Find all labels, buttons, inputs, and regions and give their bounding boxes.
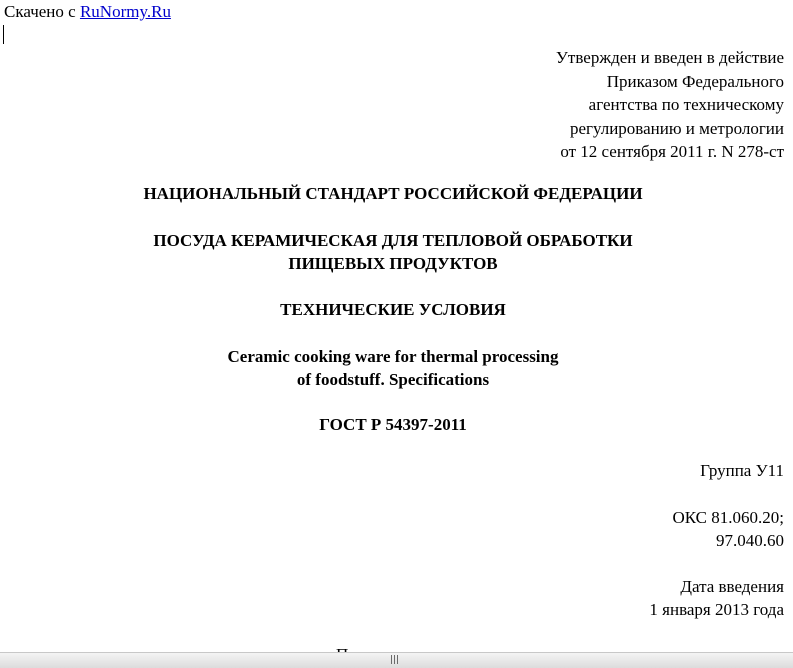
introduction-date-value: 1 января 2013 года bbox=[649, 600, 784, 619]
title-ru-line: ПИЩЕВЫХ ПРОДУКТОВ bbox=[288, 254, 498, 273]
approval-line: от 12 сентября 2011 г. N 278-ст bbox=[560, 142, 784, 161]
oks-line: ОКС 81.060.20; bbox=[672, 508, 784, 527]
runormy-link[interactable]: RuNormy.Ru bbox=[79, 2, 171, 21]
approval-block bbox=[364, 46, 784, 164]
subtitle-ru: ТЕХНИЧЕСКИЕ УСЛОВИЯ bbox=[280, 300, 506, 319]
oks-codes bbox=[484, 506, 784, 552]
title-ru bbox=[0, 229, 786, 275]
approval-line: регулированию и метрологии bbox=[569, 118, 784, 138]
introduction-date-block bbox=[484, 575, 784, 621]
title-en-line: Ceramic cooking ware for thermal processing bbox=[227, 347, 559, 366]
text-cursor bbox=[3, 25, 4, 44]
scrollbar-grip-icon[interactable] bbox=[389, 655, 401, 664]
oks-line: 97.040.60 bbox=[716, 531, 784, 550]
title-en bbox=[0, 345, 786, 391]
download-source-line bbox=[4, 2, 171, 22]
introduction-date-label: Дата введения bbox=[680, 577, 784, 596]
approval-line: агентства по техническому bbox=[588, 95, 784, 114]
horizontal-scrollbar[interactable] bbox=[0, 652, 793, 668]
title-ru-line: ПОСУДА КЕРАМИЧЕСКАЯ ДЛЯ ТЕПЛОВОЙ ОБРАБОТКИ bbox=[153, 231, 633, 250]
approval-line: Утвержден и введен в действие bbox=[555, 48, 784, 67]
national-standard-heading: НАЦИОНАЛЬНЫЙ СТАНДАРТ РОССИЙСКОЙ ФЕДЕРАЦИИ bbox=[143, 184, 643, 203]
approval-line: Приказом Федерального bbox=[606, 71, 784, 91]
title-en-line: of foodstuff. Specifications bbox=[296, 370, 490, 389]
group-label: Группа У11 bbox=[700, 461, 784, 480]
download-source-prefix: Скачено с bbox=[4, 2, 76, 21]
standard-code: ГОСТ Р 54397-2011 bbox=[319, 415, 467, 434]
